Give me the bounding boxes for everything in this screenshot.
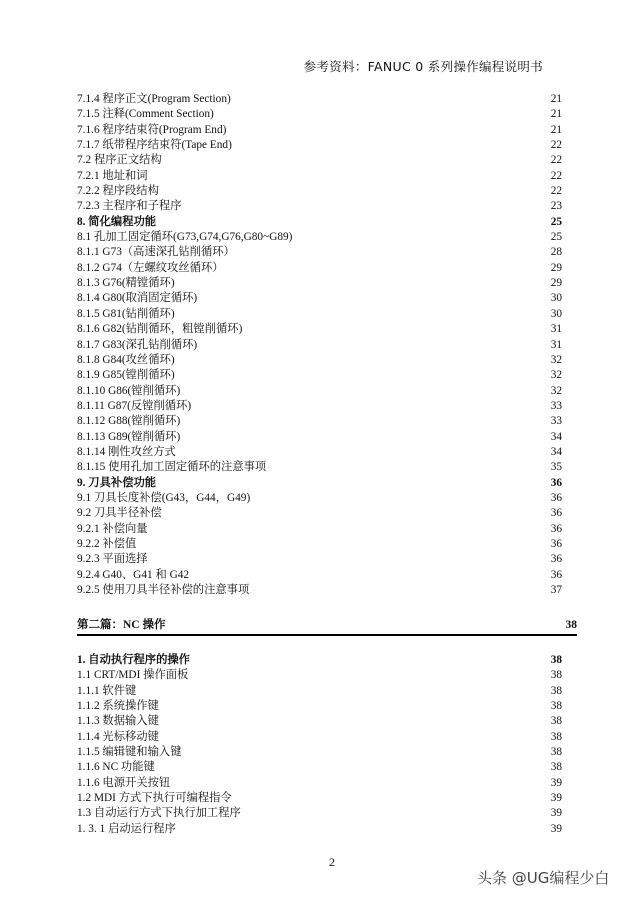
watermark: 头条 @UG编程少白: [477, 869, 610, 887]
part-title: 第二篇：NC 操作: [77, 619, 166, 631]
toc-entry-label: 8.1.7 G83(深孔钻削循环): [77, 338, 198, 351]
toc-entry[interactable]: [77, 822, 562, 837]
toc-entry-page: 33: [550, 415, 562, 428]
toc-entry-page: 38: [550, 715, 562, 728]
toc-list-part1: [77, 92, 562, 598]
toc-entry-page: 36: [550, 537, 562, 550]
toc-entry-label: 8.1.11 G87(反镗削循环): [77, 399, 192, 412]
toc-entry-label: 9.2 刀具半径补偿: [77, 507, 162, 520]
toc-entry-label: 9.2.3 平面选择: [77, 553, 148, 566]
toc-entry-page: 36: [550, 476, 562, 489]
toc-entry-label: 8.1.2 G74（左螺纹攻丝循环）: [77, 261, 224, 274]
toc-entry-label: 9.1 刀具长度补偿(G43，G44，G49): [77, 491, 251, 504]
toc-entry-page: 32: [550, 353, 562, 366]
toc-entry-label: 7.2.2 程序段结构: [77, 185, 159, 198]
toc-entry-page: 38: [550, 684, 562, 697]
toc-entry-page: 28: [550, 246, 562, 259]
toc-entry-page: 31: [550, 338, 562, 351]
toc-entry-page: 38: [550, 700, 562, 713]
toc-entry-page: 38: [550, 730, 562, 743]
toc-entry-label: 8.1.13 G89(镗削循环): [77, 430, 181, 443]
toc-entry-label: 7.1.7 纸带程序结束符(Tape End): [77, 139, 232, 152]
toc-entry[interactable]: [77, 261, 562, 276]
toc-entry-label: 1.2 MDI 方式下执行可编程指令: [77, 792, 232, 805]
toc-entry[interactable]: [77, 338, 562, 353]
toc-entry-label: 8.1.15 使用孔加工固定循环的注意事项: [77, 461, 267, 474]
toc-entry[interactable]: [77, 291, 562, 306]
toc-entry-page: 38: [550, 669, 562, 682]
toc-entry-label: 7.1.6 程序结束符(Program End): [77, 123, 227, 136]
toc-entry-label: 8.1.5 G81(钻削循环): [77, 307, 175, 320]
toc-entry[interactable]: [77, 699, 562, 714]
toc-entry-label: 8.1.6 G82(钻削循环，粗镗削循环): [77, 323, 243, 336]
toc-entry[interactable]: [77, 714, 562, 729]
toc-entry-page: 38: [550, 761, 562, 774]
toc-entry-page: 33: [550, 399, 562, 412]
toc-entry-page: 36: [550, 522, 562, 535]
toc-entry-page: 22: [550, 139, 562, 152]
toc-entry-page: 23: [550, 200, 562, 213]
toc-entry-label: 1.1.6 NC 功能键: [77, 761, 155, 774]
toc-list-part2: [77, 653, 562, 837]
toc-entry-label: 8.1.4 G80(取消固定循环): [77, 292, 198, 305]
toc-entry[interactable]: [77, 653, 562, 668]
toc-entry-page: 22: [550, 169, 562, 182]
toc-entry-page: 21: [550, 123, 562, 136]
toc-entry-page: 30: [550, 292, 562, 305]
toc-entry[interactable]: [77, 460, 562, 475]
toc-entry[interactable]: [77, 668, 562, 683]
toc-entry-page: 38: [550, 654, 562, 666]
toc-entry-page: 21: [550, 93, 562, 105]
toc-entry-label: 1.3 自动运行方式下执行加工程序: [77, 807, 241, 820]
document-header: 参考资料：FANUC 0 系列操作编程说明书: [303, 59, 543, 74]
toc-entry-label: 1.1 CRT/MDI 操作面板: [77, 669, 189, 682]
toc-entry[interactable]: [77, 399, 562, 414]
toc-part-heading[interactable]: [77, 618, 577, 636]
toc-entry[interactable]: [77, 92, 562, 107]
toc-entry-page: 39: [550, 776, 562, 789]
toc-entry-page: 36: [550, 491, 562, 504]
toc-entry-label: 1.1.5 编辑键和输入键: [77, 746, 182, 759]
toc-entry[interactable]: [77, 184, 562, 199]
toc-entry-label: 9.2.1 补偿向量: [77, 522, 148, 535]
toc-entry-label: 8.1.14 刚性攻丝方式: [77, 445, 176, 458]
toc-entry[interactable]: [77, 730, 562, 745]
toc-entry-page: 36: [550, 568, 562, 581]
toc-entry-label: 1.1.6 电源开关按钮: [77, 776, 171, 789]
toc-entry[interactable]: [77, 760, 562, 775]
toc-entry-label: 8.1.1 G73（高速深孔钻削循环）: [77, 246, 235, 259]
toc-entry-page: 30: [550, 307, 562, 320]
toc-entry-label: 7.2.3 主程序和子程序: [77, 200, 182, 213]
toc-entry-page: 37: [550, 584, 562, 596]
toc-entry[interactable]: [77, 107, 562, 122]
toc-entry[interactable]: [77, 776, 562, 791]
toc-entry-label: 9.2.4 G40、G41 和 G42: [77, 568, 190, 581]
toc-entry[interactable]: [77, 791, 562, 806]
toc-entry[interactable]: [77, 353, 562, 368]
toc-entry[interactable]: [77, 568, 562, 583]
toc-entry-page: 38: [550, 746, 562, 759]
toc-entry-page: 29: [550, 277, 562, 290]
toc-entry[interactable]: [77, 445, 562, 460]
toc-entry[interactable]: [77, 583, 562, 598]
toc-entry-label: 9.2.2 补偿值: [77, 537, 137, 550]
toc-entry-page: 32: [550, 369, 562, 382]
toc-entry[interactable]: [77, 368, 562, 383]
toc-entry[interactable]: [77, 245, 562, 260]
toc-entry[interactable]: [77, 491, 562, 506]
toc-entry-page: 21: [550, 108, 562, 121]
toc-entry[interactable]: [77, 153, 562, 168]
toc-entry[interactable]: [77, 123, 562, 138]
toc-entry[interactable]: [77, 430, 562, 445]
toc-entry-label: 7.2 程序正文结构: [77, 154, 162, 167]
toc-entry-page: 25: [550, 231, 562, 244]
toc-entry-page: 22: [550, 185, 562, 198]
toc-entry[interactable]: [77, 537, 562, 552]
toc-entry-label: 8.1.3 G76(精镗循环): [77, 277, 175, 290]
page-number: 2: [329, 855, 335, 869]
toc-entry[interactable]: [77, 276, 562, 291]
toc-entry-page: 32: [550, 384, 562, 397]
toc-entry[interactable]: [77, 476, 562, 491]
toc-entry-label: 7.1.5 注释(Comment Section): [77, 108, 214, 121]
toc-entry-label: 9.2.5 使用刀具半径补偿的注意事项: [77, 584, 250, 596]
toc-entry[interactable]: [77, 307, 562, 322]
toc-entry-page: 25: [550, 215, 562, 228]
toc-entry[interactable]: [77, 414, 562, 429]
toc-entry[interactable]: [77, 169, 562, 184]
part-page: 38: [565, 619, 577, 631]
toc-entry-label: 8. 简化编程功能: [77, 215, 157, 228]
toc-entry-label: 1.1.1 软件键: [77, 684, 137, 697]
toc-entry[interactable]: [77, 506, 562, 521]
toc-entry-page: 39: [550, 807, 562, 820]
toc-entry-page: 35: [550, 461, 562, 474]
toc-entry[interactable]: [77, 199, 562, 214]
toc-entry-page: 31: [550, 323, 562, 336]
toc-entry-label: 8.1 孔加工固定循环(G73,G74,G76,G80~G89): [77, 231, 293, 244]
toc-entry[interactable]: [77, 745, 562, 760]
toc-entry-label: 7.2.1 地址和词: [77, 169, 148, 182]
toc-entry-label: 8.1.12 G88(镗削循环): [77, 415, 181, 428]
toc-entry-page: 34: [550, 445, 562, 458]
toc-entry[interactable]: [77, 138, 562, 153]
toc-entry-page: 29: [550, 261, 562, 274]
toc-entry-page: 22: [550, 154, 562, 167]
toc-entry[interactable]: [77, 806, 562, 821]
toc-entry-page: 36: [550, 553, 562, 566]
toc-entry-label: 8.1.8 G84(攻丝循环): [77, 353, 175, 366]
toc-entry-label: 9. 刀具补偿功能: [77, 476, 157, 489]
toc-entry[interactable]: [77, 552, 562, 567]
toc-entry-label: 1.1.4 光标移动键: [77, 730, 159, 743]
toc-entry-label: 1. 3. 1 启动运行程序: [77, 822, 176, 835]
toc-entry-label: 7.1.4 程序正文(Program Section): [77, 93, 231, 105]
toc-entry[interactable]: [77, 684, 562, 699]
toc-entry-page: 34: [550, 430, 562, 443]
toc-entry[interactable]: [77, 230, 562, 245]
toc-entry-label: 8.1.9 G85(镗削循环): [77, 369, 175, 382]
toc-entry[interactable]: [77, 215, 562, 230]
toc-entry[interactable]: [77, 522, 562, 537]
toc-entry[interactable]: [77, 322, 562, 337]
toc-entry-page: 39: [550, 792, 562, 805]
toc-entry-page: 36: [550, 507, 562, 520]
toc-entry[interactable]: [77, 384, 562, 399]
toc-entry-label: 1. 自动执行程序的操作: [77, 654, 190, 666]
toc-entry-label: 1.1.3 数据输入键: [77, 715, 159, 728]
toc-entry-label: 8.1.10 G86(镗削循环): [77, 384, 181, 397]
toc-entry-label: 1.1.2 系统操作键: [77, 700, 159, 713]
toc-entry-page: 39: [550, 822, 562, 835]
